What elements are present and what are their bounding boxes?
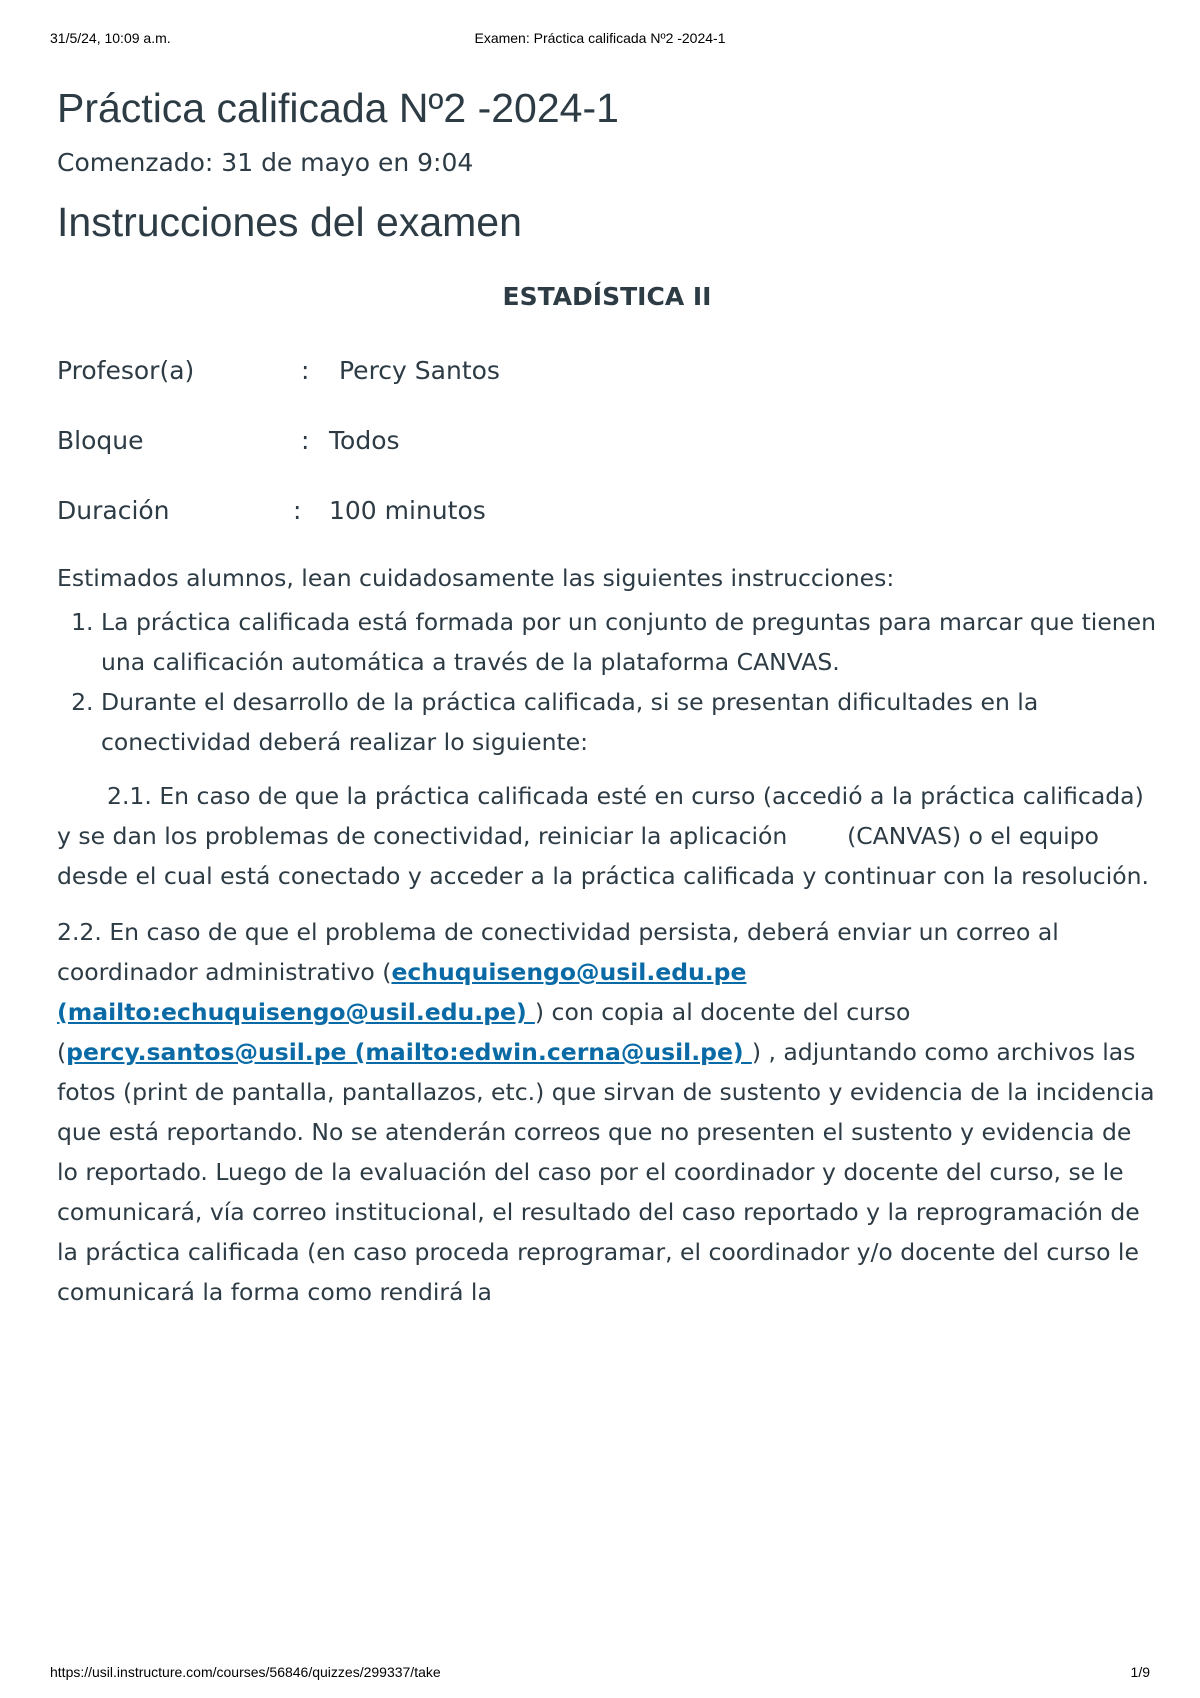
list-item: 1. La práctica calificada está formada por un conjunto de preguntas para marcar que tienen una calificación automática a través de la plataforma CANVAS. bbox=[101, 602, 1157, 682]
info-row-duracion bbox=[57, 494, 1157, 528]
list-item: 2. Durante el desarrollo de la práctica calificada, si se presentan dificultades en la conectividad deberá realizar lo siguiente: bbox=[101, 682, 1157, 762]
info-row-profesor bbox=[57, 354, 1157, 388]
info-value: 100 minutos bbox=[329, 496, 486, 525]
print-url: https://usil.instructure.com/courses/56846/quizzes/299337/take bbox=[50, 1664, 441, 1680]
instructions-heading: Instrucciones del examen bbox=[57, 199, 522, 245]
teacher-email-link[interactable]: percy.santos@usil.pe (mailto:edwin.cerna@usil.pe) bbox=[66, 1038, 752, 1066]
text-segment: ) con copia al docente del curso ( bbox=[57, 998, 911, 1066]
quiz-started: Comenzado: 31 de mayo en 9:04 bbox=[57, 148, 474, 177]
text-segment: ) , adjuntando como archivos las fotos (print de pantalla, pantallazos, etc.) que sirvan de sustento y evidencia de la incidencia que está reportando. No se atenderán correos que no presenten el sustento y evidencia de lo reportado. Luego de la evaluación del caso por el coordinador y docente del curso, se le comunicará, vía correo institucional, el resultado del caso reportado y la reprogramación de la práctica calificada (en caso proceda reprogramar, el coordinador y/o docente del curso le comunicará la forma como rendirá la bbox=[57, 1038, 1155, 1306]
print-page-title: Examen: Práctica calificada Nº2 -2024-1 bbox=[474, 30, 726, 46]
info-key: Duración bbox=[57, 496, 170, 525]
info-key: Profesor(a) bbox=[57, 356, 195, 385]
print-header bbox=[50, 30, 1150, 50]
info-value: Percy Santos bbox=[339, 356, 500, 385]
instructions-list bbox=[57, 602, 1157, 762]
info-separator: : bbox=[293, 496, 302, 525]
quiz-title: Práctica calificada Nº2 -2024-1 bbox=[57, 85, 619, 131]
instruction-2-2 bbox=[57, 912, 1157, 1312]
info-separator: : bbox=[301, 356, 310, 385]
text-segment: 2.2. En caso de que el problema de conectividad persista, deberá enviar un correo al coordinador administrativo ( bbox=[57, 918, 1059, 986]
instructions-intro: Estimados alumnos, lean cuidadosamente las siguientes instrucciones: bbox=[57, 564, 895, 592]
instruction-2-1: 2.1. En caso de que la práctica calificada esté en curso (accedió a la práctica calificada) y se dan los problemas de conectividad, reiniciar la aplicación (CANVAS) o el equipo desde el cual está conectado y acceder a la práctica calificada y continuar con la resolución. bbox=[57, 782, 1152, 890]
info-row-bloque bbox=[57, 424, 1157, 458]
quiz-content bbox=[57, 80, 1157, 1312]
coordinator-email-link[interactable]: echuquisengo@usil.edu.pe (mailto:echuquisengo@usil.edu.pe) bbox=[57, 958, 747, 1026]
info-key: Bloque bbox=[57, 426, 144, 455]
print-footer bbox=[50, 1664, 1150, 1684]
print-page-number: 1/9 bbox=[1130, 1664, 1150, 1680]
info-value: Todos bbox=[329, 426, 400, 455]
print-datetime: 31/5/24, 10:09 a.m. bbox=[50, 30, 171, 46]
info-separator: : bbox=[301, 426, 310, 455]
course-name: ESTADÍSTICA II bbox=[502, 282, 712, 311]
